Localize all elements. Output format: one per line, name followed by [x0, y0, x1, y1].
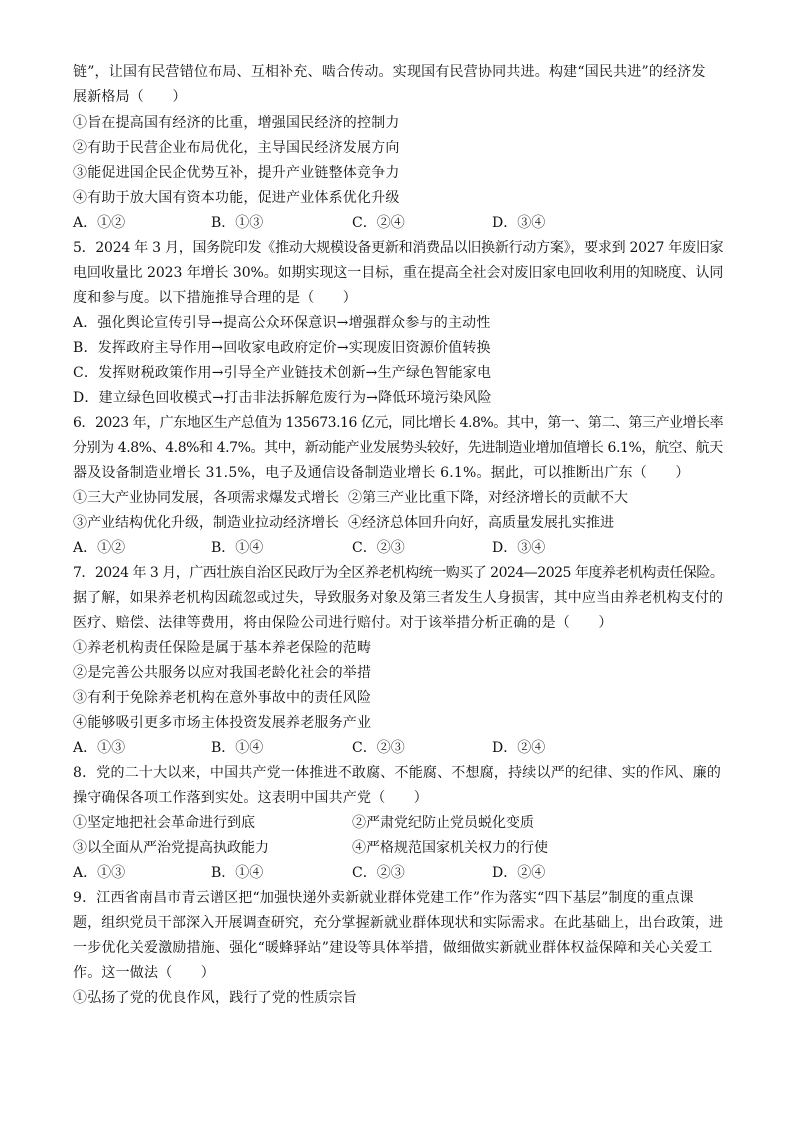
q6-item-4: ④经济总体回升向好，高质量发展扎实推进	[348, 515, 614, 531]
q5-choice-a: A．强化舆论宣传引导→提高公众环保意识→增强群众参与的主动性	[73, 315, 491, 331]
q8-option-c: C．②③	[352, 865, 405, 881]
q9-stem-line-1: 9．江西省南昌市青云谱区把“加强快递外卖新就业群体党建工作”作为落实“四下基层”制度的重点课	[73, 890, 694, 906]
q7-item-1: ①养老机构责任保险是属于基本养老保险的范畴	[73, 640, 372, 656]
q7-option-b: B．①④	[211, 740, 264, 756]
q7-option-a: A．①③	[73, 740, 126, 756]
q9-stem-line-4: 作。这一做法（ ）	[73, 965, 215, 981]
q4-option-a: A．①②	[73, 215, 126, 231]
q6-stem-line-1: 6．2023 年，广东地区生产总值为 135673.16 亿元，同比增长 4.8%。其中，第一、第二、第三产业增长率	[73, 415, 724, 431]
q4-option-d: D．③④	[492, 215, 546, 231]
q5-stem-line-1: 5．2024 年 3 月，国务院印发《推动大规模设备更新和消费品以旧换新行动方案》，要求到 2027 年废旧家	[73, 240, 724, 256]
q8-option-a: A．①③	[73, 865, 126, 881]
q5-choice-c: C．发挥财税政策作用→引导全产业链技术创新→生产绿色智能家电	[73, 365, 492, 381]
q5-choice-d: D．建立绿色回收模式→打击非法拆解危废行为→降低环境污染风险	[73, 390, 492, 406]
q6-item-3: ③产业结构优化升级，制造业拉动经济增长	[73, 515, 339, 531]
q8-item-1: ①坚定地把社会革命进行到底	[73, 815, 255, 831]
q8-item-3: ③以全面从严治党提高执政能力	[73, 840, 269, 856]
q4-stem-line-2: 展新格局（ ）	[73, 89, 187, 105]
q5-choice-b: B．发挥政府主导作用→回收家电政府定价→实现废旧资源价值转换	[73, 340, 491, 356]
q4-stem-line-1: 链”，让国有民营错位布局、互相补充、啮合传动。实现国有民营协同共进。构建“国民共进”的经济发	[73, 64, 706, 80]
q7-stem-line-3: 医疗、赔偿、法律等费用，将由保险公司进行赔付。对于该举措分析正确的是（ ）	[73, 615, 613, 631]
q5-stem-line-3: 度和参与度。以下措施推导合理的是（ ）	[73, 290, 357, 306]
q7-item-4: ④能够吸引更多市场主体投资发展养老服务产业	[73, 715, 372, 731]
q7-stem-line-2: 据了解，如果养老机构因疏忽或过失，导致服务对象及第三者发生人身损害，其中应当由养老机构支付的	[73, 590, 724, 606]
q4-item-4: ④有助于放大国有资本功能，促进产业体系优化升级	[73, 190, 400, 206]
q8-item-2: ②严肃党纪防止党员蜕化变质	[352, 815, 534, 831]
q4-item-2: ②有助于民营企业布局优化，主导国民经济发展方向	[73, 140, 400, 156]
q8-option-b: B．①④	[211, 865, 264, 881]
q6-option-a: A．①②	[73, 540, 126, 556]
q6-item-1: ①三大产业协同发展，各项需求爆发式增长	[73, 490, 339, 506]
q6-option-c: C．②③	[352, 540, 405, 556]
q6-option-d: D．③④	[492, 540, 546, 556]
q5-stem-line-2: 电回收量比 2023 年增长 30%。如期实现这一目标，重在提高全社会对废旧家电回收利用的知晓度、认同	[73, 265, 724, 281]
q4-item-3: ③能促进国企民企优势互补，提升产业链整体竞争力	[73, 165, 400, 181]
q7-option-d: D．②④	[492, 740, 546, 756]
q4-option-b: B．①③	[211, 215, 264, 231]
q6-stem-line-3: 器及设备制造业增长 31.5%，电子及通信设备制造业增长 6.1%。据此，可以推断出广东（ ）	[73, 465, 690, 481]
q6-option-b: B．①④	[211, 540, 264, 556]
q4-item-1: ①旨在提高国有经济的比重，增强国民经济的控制力	[73, 115, 400, 131]
q7-item-3: ③有利于免除养老机构在意外事故中的责任风险	[73, 690, 372, 706]
q8-item-4: ④严格规范国家机关权力的行使	[352, 840, 548, 856]
q9-item-1: ①弘扬了党的优良作风，践行了党的性质宗旨	[73, 990, 357, 1006]
q6-stem-line-2: 分别为 4.8%、4.8%和 4.7%。其中，新动能产业发展势头较好，先进制造业增加值增长 6.1%，航空、航天	[73, 440, 723, 456]
q8-stem-line-1: 8．党的二十大以来，中国共产党一体推进不敢腐、不能腐、不想腐，持续以严的纪律、实的作风、廉的	[73, 765, 722, 781]
q4-option-c: C．②④	[352, 215, 405, 231]
q8-option-d: D．②④	[492, 865, 546, 881]
q7-stem-line-1: 7．2024 年 3 月，广西壮族自治区民政厅为全区养老机构统一购买了 2024—2025 年度养老机构责任保险。	[73, 565, 724, 581]
q9-stem-line-2: 题，组织党员干部深入开展调查研究，充分掌握新就业群体现状和实际需求。在此基础上，出台政策，进	[73, 915, 724, 931]
q6-item-2: ②第三产业比重下降，对经济增长的贡献不大	[348, 490, 628, 506]
q8-stem-line-2: 操守确保各项工作落到实处。这表明中国共产党（ ）	[73, 790, 428, 806]
q7-item-2: ②是完善公共服务以应对我国老龄化社会的举措	[73, 665, 372, 681]
q7-option-c: C．②③	[352, 740, 405, 756]
q9-stem-line-3: 一步优化关爱激励措施、强化“暖蜂驿站”建设等具体举措，做细做实新就业群体权益保障和关心关爱工	[73, 940, 713, 956]
